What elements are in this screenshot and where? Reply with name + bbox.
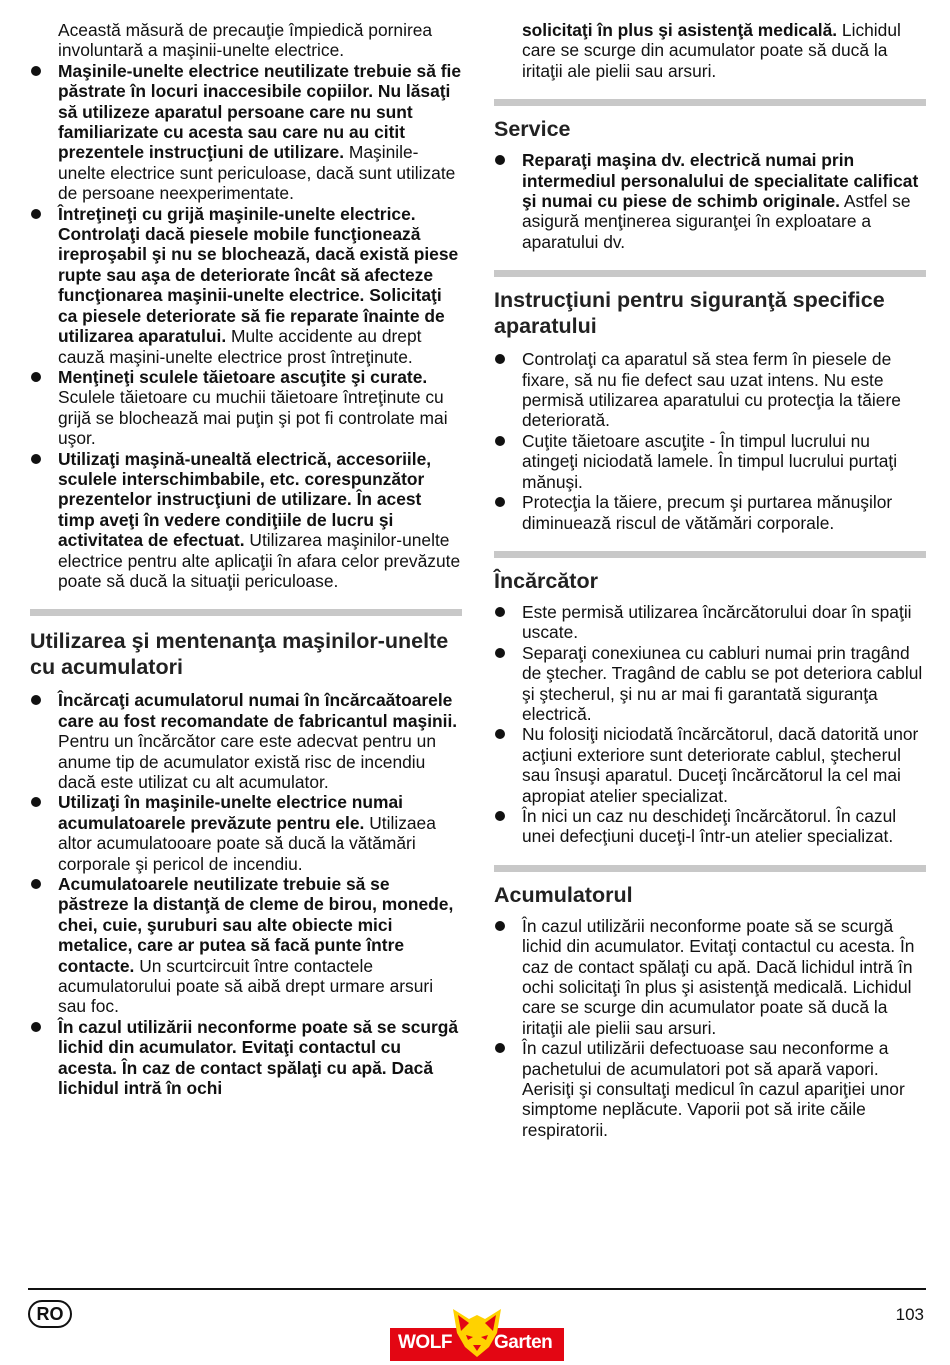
logo-text-wolf: WOLF	[398, 1332, 452, 1353]
list-item	[494, 806, 926, 847]
bullet-bold-text: Încărcaţi acumulatorul numai în încărcaătoarele care au fost recomandate de fabricantul maşinii.	[58, 690, 458, 731]
bullet-icon	[31, 695, 41, 705]
continuation-bold-text: solicitaţi în plus şi asistenţă medicală.	[522, 20, 838, 40]
section-title-battery-tools: Utilizarea şi mentenanţa maşinilor-unelte cu acumulatori	[30, 629, 449, 680]
bullet-icon	[495, 354, 505, 364]
continuation-plain-text: Lichidul care se scurge din acumulator poate să ducă la iritaţii ale pielii sau arsuri.	[522, 20, 901, 81]
section-divider	[494, 865, 926, 872]
left-column	[30, 20, 462, 1099]
list-item	[30, 367, 462, 449]
footer-divider	[28, 1288, 926, 1290]
bullet-icon	[31, 879, 41, 889]
bullet-text: Maşinile-unelte electrice sunt periculoase, dacă sunt utilizate de persoane neexperimentate.	[58, 142, 456, 204]
bullet-text: Sculele tăietoare cu muchii tăietoare întreţinute cu grijă se blochează mai puţin şi pot fi controlate mai uşor.	[58, 387, 448, 449]
list-item	[494, 916, 926, 1038]
bullet-bold-text: Întreţineţi cu grijă maşinile-unelte electrice. Controlaţi dacă piesele mobile funcţionează ireproşabil şi nu se blochează, dacă există piese rupte sau aşa de deteriorate încât să afecteze funcţionarea maşinii-unelte electrice. Solicitaţi ca piesele deteriorate să fie reparate înainte de utilizarea aparatului.	[58, 203, 459, 347]
section-title-charger: Încărcător	[494, 568, 598, 593]
bullet-icon	[495, 811, 505, 821]
page-number: 103	[895, 1305, 924, 1324]
section-divider	[30, 609, 462, 616]
continuation-text	[494, 20, 926, 81]
section-divider	[494, 551, 926, 558]
list-item	[494, 643, 926, 725]
bullet-icon	[495, 921, 505, 931]
bullet-text: Astfel se asigură menţinerea siguranţei în exploatare a aparatului dv.	[522, 191, 911, 252]
section-divider	[494, 270, 926, 277]
list-item	[30, 792, 462, 874]
bullet-text: Utilizaea altor acumulatooare poate să ducă la vătămări corporale şi pericol de incendiu.	[58, 812, 436, 874]
bullet-icon	[31, 454, 41, 464]
bullet-text: Utilizarea maşinilor-unelte electrice pentru alte aplicaţii în afara celor prevăzute poate să ducă la situaţii periculoase.	[58, 530, 461, 591]
bullet-text: Multe accidente au drept cauză maşini-unelte electrice prost întreţinute.	[58, 326, 422, 367]
bullet-bold-text: Menţineţi sculele tăietoare ascuţite şi curate.	[58, 366, 428, 387]
logo-text-garten: Garten	[494, 1332, 553, 1353]
bullet-bold-text: Reparaţi maşina dv. electrică numai prin intermediul personalului de specialitate calificat şi numai cu piese de schimb originale.	[522, 150, 919, 212]
bullet-icon	[495, 155, 505, 165]
bullet-icon	[31, 209, 41, 219]
section-title-specific-safety: Instrucţiuni pentru siguranţă specifice aparatului	[494, 288, 885, 339]
bullet-text: Este permisă utilizarea încărcătorului doar în spaţii uscate.	[522, 601, 912, 643]
list-item	[30, 874, 462, 1017]
bullet-bold-text: Maşinile-unelte electrice neutilizate trebuie să fie păstrate în locuri inaccesibile copiilor. Nu lăsaţi să utilizeze aparatul persoane care nu sunt familiarizate cu acesta sau care nu au citit prezentele instrucţiuni de utilizare.	[58, 60, 462, 163]
bullet-icon	[31, 797, 41, 807]
language-badge: RO	[28, 1300, 72, 1328]
bullet-bold-text: Utilizaţi maşină-unealtă electrică, accesoriile, sculele interschimbabile, etc. corespunzător prezentelor instrucţiuni de utilizare. În acest timp aveţi în vedere condiţiile de lucru şi activitatea de efectuat.	[58, 448, 432, 551]
list-item	[494, 492, 926, 533]
bullet-text: Nu folosiţi niciodată încărcătorul, dacă datorită unor acţiuni exteriore sunt deteriorate cablul, ştecherul sau însuşi aparatul. Duceţi încărcătorul la cel mai apropiat atelier specializat.	[522, 724, 919, 806]
list-item	[30, 690, 462, 792]
list-item	[494, 724, 926, 806]
section-title-service: Service	[494, 117, 571, 142]
bullet-list	[30, 61, 462, 592]
bullet-icon	[495, 497, 505, 507]
list-item	[494, 150, 926, 252]
intro-text: Această măsură de precauţie împiedică pornirea involuntară a maşinii-unelte electrice.	[58, 20, 433, 61]
bullet-icon	[31, 66, 41, 76]
bullet-icon	[495, 729, 505, 739]
bullet-icon	[31, 1022, 41, 1032]
bullet-text: Protecţia la tăiere, precum şi purtarea mănuşilor diminuează riscul de vătămări corporale.	[522, 492, 893, 533]
right-column	[494, 20, 926, 1140]
bullet-text: În cazul utilizării neconforme poate să se scurgă lichid din acumulator. Evitaţi contactul cu acesta. În caz de contact spălaţi cu apă. Dacă lichidul intră în ochi solicitaţi în plus şi asistenţă medicală. Lichidul care se scurge din acumulator poate să ducă la iritaţii ale pielii sau arsuri.	[522, 915, 915, 1038]
list-item	[30, 204, 462, 367]
section-divider	[494, 99, 926, 106]
bullet-bold-text: În cazul utilizării neconforme poate să se scurgă lichid din acumulator. Evitaţi contactul cu acesta. În caz de contact spălaţi cu apă. Dacă lichidul intră în ochi	[58, 1016, 459, 1099]
bullet-list	[30, 690, 462, 1098]
list-item	[494, 349, 926, 431]
list-item	[30, 61, 462, 204]
section-title-battery: Acumulatorul	[494, 882, 633, 907]
bullet-text: În cazul utilizării defectuoase sau neconforme a pachetului de acumulatori pot să apară vapori. Aerisiţi şi consultaţi medicul în cazul apariţiei unor simptome neplăcute. Vaporii pot să irite căile respiratorii.	[522, 1038, 905, 1140]
bullet-bold-text: Utilizaţi în maşinile-unelte electrice numai acumulatoarele prevăzute pentru ele.	[58, 792, 404, 833]
bullet-text: Controlaţi ca aparatul să stea ferm în piesele de fixare, să nu fie defect sau uzat intens. Nu este permisă utilizarea aparatului cu protecţia la tăiere deteriorată.	[522, 349, 901, 431]
bullet-icon	[495, 607, 505, 617]
bullet-icon	[495, 648, 505, 658]
bullet-text: În nici un caz nu deschideţi încărcătorul. În cazul unei defecţiuni duceţi-l într-un atelier specializat.	[522, 805, 897, 847]
list-item	[494, 431, 926, 492]
list-item	[494, 602, 926, 643]
bullet-text: Cuţite tăietoare ascuţite - În timpul lucrului nu atingeţi niciodată lamele. În timpul lucrului purtaţi mănuşi.	[522, 430, 898, 492]
list-item	[30, 1017, 462, 1099]
bullet-icon	[495, 1043, 505, 1053]
list-item	[30, 449, 462, 592]
wolf-garten-logo	[390, 1306, 564, 1361]
bullet-text: Pentru un încărcător care este adecvat pentru un anume tip de acumulator există risc de incendiu dacă este utilizat cu alt acumulator.	[58, 731, 436, 792]
bullet-bold-text: Acumulatoarele neutilizate trebuie să se păstreze la distanţă de cleme de birou, monede, chei, cuie, şuruburi sau alte obiecte mici metalice, care ar putea să facă punte între contacte.	[58, 874, 454, 976]
bullet-text: Un scurtcircuit între contactele acumulatorului poate să aibă drept urmare arsuri sau foc.	[58, 955, 434, 1017]
list-item	[494, 1038, 926, 1140]
bullet-icon	[31, 372, 41, 382]
bullet-icon	[495, 436, 505, 446]
bullet-text: Separaţi conexiunea cu cabluri numai prin tragând de ştecher. Tragând de cablu se pot deteriora cablul şi ştecherul, şi nu ar mai fi garantată siguranţa electrică.	[522, 642, 923, 724]
